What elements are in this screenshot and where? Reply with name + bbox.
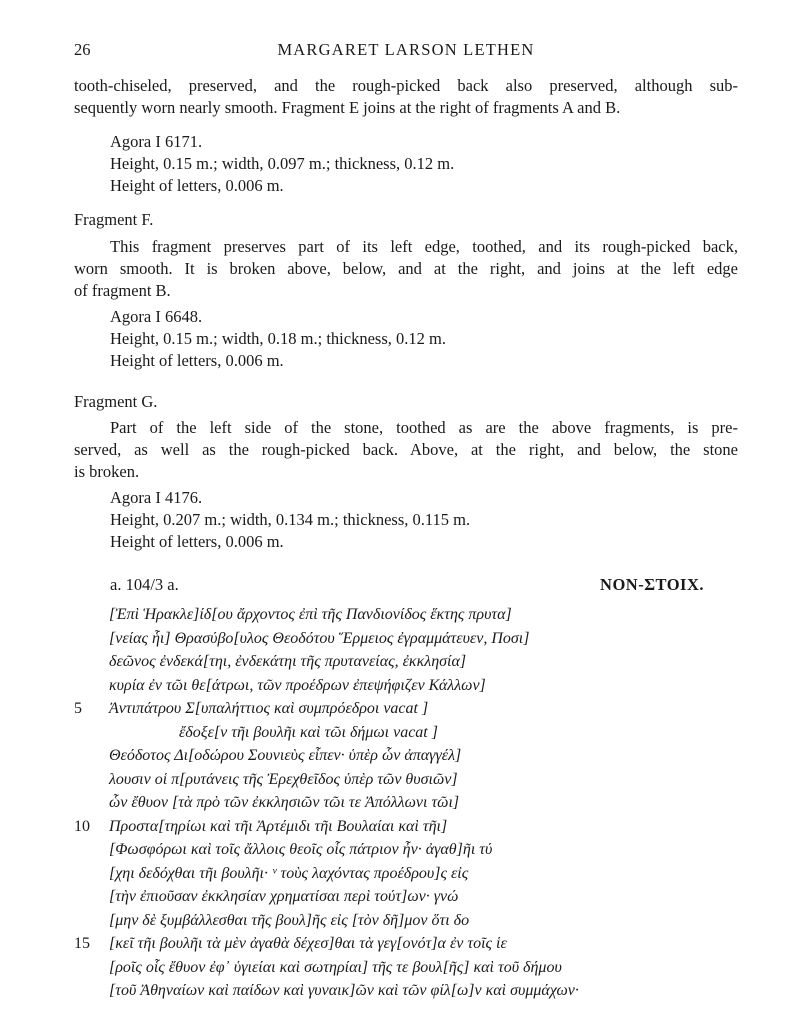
greek-text: λουσιν οἱ π[ρυτάνεις τῆς Ἐρεχθεῖδος ὑπὲρ τῶν θυσιῶν]: [109, 770, 458, 788]
text-line: served, as well as the rough-picked back. Above, at the right, and below, the stone: [74, 440, 738, 459]
inventory-number: Agora I 6648.: [110, 307, 203, 326]
greek-text: [νείας ἧι] Θρασύβο[υλος Θεοδότου Ἕρμειος ἐγραμμάτευεν, Ποσι]: [109, 629, 530, 647]
letter-height: Height of letters, 0.006 m.: [110, 351, 284, 370]
greek-text: [κεῖ τῆι βουλῆι τὰ μὲν ἀγαθὰ δέχεσ]θαι τὰ γεγ[ονότ]α ἐν τοῖς ἱε: [109, 935, 507, 952]
greek-text: [τοῦ Ἀθηναίων καὶ παίδων καὶ γυναικ]ῶν καὶ τῶν φίλ[ω]ν καὶ συμμάχων·: [109, 982, 579, 999]
text-line: of fragment B.: [74, 281, 171, 300]
line-number: 10: [74, 817, 90, 835]
inscription-line: [74, 674, 714, 698]
dimensions: Height, 0.15 m.; width, 0.097 m.; thickness, 0.12 m.: [110, 154, 455, 173]
greek-text: ὧν ἔθυον [τὰ πρὸ τῶν ἐκκλησιῶν τῶι τε Ἀπόλλωνι τῶι]: [109, 794, 460, 811]
inventory-number: Agora I 4176.: [110, 488, 203, 507]
fragment-g-heading: Fragment G.: [74, 392, 158, 411]
inscription-line: [74, 650, 714, 674]
inscription-heading: [110, 575, 704, 597]
page-number: 26: [74, 40, 91, 59]
inscription-line: [74, 956, 714, 980]
inscription-line: [74, 862, 714, 886]
paragraph-continued: [74, 75, 738, 119]
inscription-line: [74, 603, 714, 627]
inscription-line: [74, 838, 714, 862]
inscription-line: [74, 885, 714, 909]
fragment-e-details: [110, 131, 710, 197]
greek-text: [ροῖς οἷς ἔθυον ἐφ᾿ ὑγιείαι καὶ σωτηρίαι] τῆς τε βουλ[ῆς] καὶ τοῦ δήμου: [109, 958, 562, 976]
non-stoich-label: NON-ΣΤΟΙΧ.: [600, 575, 704, 594]
inscription-line: [74, 721, 714, 745]
line-number: 5: [74, 700, 82, 717]
letter-height: Height of letters, 0.006 m.: [110, 532, 284, 551]
inscription-line: [74, 697, 714, 721]
greek-text: Ἀντιπάτρου Σ[υπαλήττιος καὶ συμπρόεδροι vacat ]: [109, 700, 429, 717]
fragment-f-details: [110, 306, 710, 372]
inscription-line: [74, 744, 714, 768]
greek-text: Θεόδοτος Δι[οδώρου Σουνιεὺς εἶπεν· ὑπὲρ ὧν ἀπαγγέλ]: [109, 747, 462, 764]
greek-text: [Ἐπὶ Ἡρακλε]ίδ[ου ἄρχοντος ἐπὶ τῆς Πανδιονίδος ἕκτης πρυτα]: [109, 606, 512, 623]
inscription-line: [74, 791, 714, 815]
fragment-g-description: [74, 417, 738, 483]
inscription-line: [74, 815, 714, 839]
inventory-number: Agora I 6171.: [110, 132, 203, 151]
greek-text: Προστα[τηρίωι καὶ τῆι Ἀρτέμιδι τῆι Βουλαίαι καὶ τῆι]: [109, 817, 448, 835]
fragment-f-heading: Fragment F.: [74, 210, 154, 229]
greek-text: [χηι δεδόχθαι τῆι βουλῆι· ᵛ τοὺς λαχόντας προέδρου]ς εἰς: [109, 864, 469, 882]
line-number: 15: [74, 935, 90, 952]
dimensions: Height, 0.207 m.; width, 0.134 m.; thickness, 0.115 m.: [110, 510, 471, 529]
greek-text: [μην δὲ ξυμβάλλεσθαι τῆς βουλ]ῆς εἰς [τὸν δῆ]μον ὅτι δο: [109, 911, 470, 929]
text-line: sequently worn nearly smooth. Fragment E joins at the right of fragments A and B.: [74, 98, 621, 117]
text-line: Part of the left side of the stone, toothed as are the above fragments, is pre-: [110, 418, 738, 437]
inscription-date: a. 104/3 a.: [110, 575, 179, 594]
greek-text: [τὴν ἐπιοῦσαν ἐκκλησίαν χρηματίσαι περὶ τούτ]ων· γνώ: [109, 888, 459, 905]
inscription-line: [74, 979, 714, 1003]
greek-text: [Φωσφόρωι καὶ τοῖς ἄλλοις θεοῖς οἷς πάτριον ἦν· ἀγαθ]ῆι τύ: [109, 841, 493, 858]
text-line: worn smooth. It is broken above, below, and at the right, and joins at the left edge: [74, 259, 738, 278]
running-title: MARGARET LARSON LETHEN: [277, 40, 535, 59]
inscription-line: [74, 627, 714, 651]
inscription-line: [74, 932, 714, 956]
greek-text: κυρία ἐν τῶι θε[άτρωι, τῶν προέδρων ἐπεψήφιζεν Κάλλων]: [109, 676, 486, 694]
greek-text: ἔδοξε[ν τῆι βουλῆι καὶ τῶι δήμωι vacat ]: [179, 723, 438, 741]
text-line: is broken.: [74, 462, 140, 481]
text-line: tooth-chiseled, preserved, and the rough-picked back also preserved, although sub-: [74, 76, 738, 95]
running-header: [74, 40, 738, 64]
greek-text: δεῶνος ἐνδεκά[τηι, ἐνδεκάτηι τῆς πρυτανείας, ἐκκλησία]: [109, 653, 467, 670]
inscription-text: [74, 603, 714, 1003]
text-line: This fragment preserves part of its left edge, toothed, and its rough-picked back,: [110, 237, 738, 256]
inscription-line: [74, 768, 714, 792]
inscription-line: [74, 909, 714, 933]
fragment-f-description: [74, 236, 738, 302]
fragment-g-details: [110, 487, 710, 553]
letter-height: Height of letters, 0.006 m.: [110, 176, 284, 195]
dimensions: Height, 0.15 m.; width, 0.18 m.; thickness, 0.12 m.: [110, 329, 446, 348]
